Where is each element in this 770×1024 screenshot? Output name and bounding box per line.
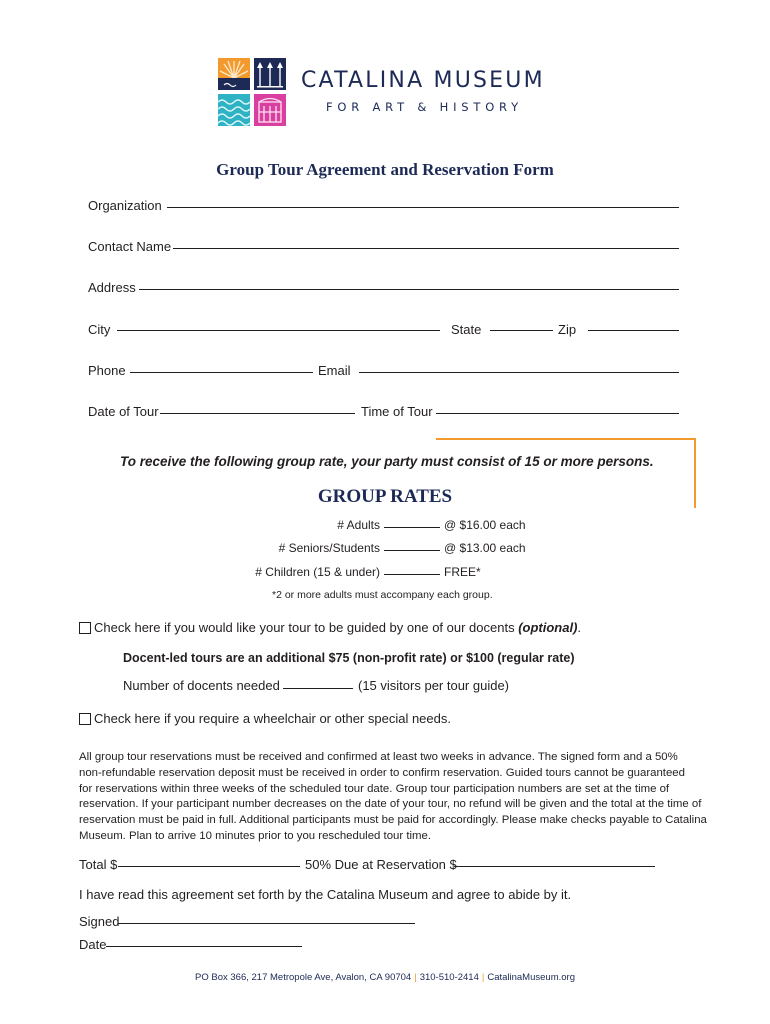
sunburst-icon — [218, 58, 250, 90]
email-field[interactable] — [359, 372, 679, 373]
docent-checkbox[interactable] — [79, 622, 91, 634]
docent-count-field[interactable] — [283, 688, 353, 689]
city-field[interactable] — [117, 330, 440, 331]
optional-label: (optional) — [518, 620, 578, 635]
footer-address: PO Box 366, 217 Metropole Ave, Avalon, CA 90704 — [195, 972, 412, 983]
brand-subtitle: FOR ART & HISTORY — [326, 100, 523, 114]
deposit-due-field[interactable] — [454, 866, 655, 867]
footer-website[interactable]: CatalinaMuseum.org — [487, 972, 575, 983]
children-label: # Children (15 & under) — [255, 565, 380, 579]
state-field[interactable] — [490, 330, 553, 331]
policy-line: Museum. Plan to arrive 10 minutes prior to you rescheduled tour time. — [79, 829, 432, 842]
total-field[interactable] — [118, 866, 300, 867]
group-rate-callout: To receive the following group rate, your party must consist of 15 or more persons. — [120, 454, 654, 469]
phone-label: Phone — [88, 363, 126, 378]
building-icon — [254, 94, 286, 126]
special-needs-label: Check here if you require a wheelchair or other special needs. — [94, 711, 451, 726]
date-of-tour-label: Date of Tour — [88, 404, 159, 419]
docent-count-hint: (15 visitors per tour guide) — [358, 678, 510, 693]
children-count-field[interactable] — [384, 574, 440, 575]
reservation-policy — [79, 750, 726, 845]
seniors-students-price: @ $13.00 each — [444, 541, 526, 555]
signature-date-field[interactable] — [106, 946, 302, 947]
address-field[interactable] — [139, 289, 679, 290]
footer-phone: 310-510-2414 — [419, 972, 479, 983]
adults-label: # Adults — [337, 518, 380, 532]
phone-field[interactable] — [130, 372, 313, 373]
docent-count-label: Number of docents needed — [123, 678, 280, 693]
agreement-statement: I have read this agreement set forth by the Catalina Museum and agree to abide by it. — [79, 887, 572, 902]
policy-line: non-refundable reservation deposit must be received in order to confirm reservation. Guided tours cannot be guaranteed — [79, 766, 685, 779]
state-label: State — [451, 322, 482, 337]
seniors-students-label: # Seniors/Students — [278, 541, 380, 555]
policy-line: reservation must be paid in full. Additional participants must be paid for accordingly. Please make checks payable to Catalina — [79, 814, 707, 827]
signature-field[interactable] — [118, 923, 415, 924]
policy-line: All group tour reservations must be received and confirmed at least two weeks in advance. The signed form and a 50% — [79, 751, 678, 763]
form-title: Group Tour Agreement and Reservation Form — [216, 160, 554, 179]
footer: PO Box 366, 217 Metropole Ave, Avalon, CA 90704 | 310-510-2414 | CatalinaMuseum.org — [195, 972, 575, 983]
waves-icon — [218, 94, 250, 126]
address-label: Address — [88, 280, 136, 295]
zip-field[interactable] — [588, 330, 679, 331]
seniors-students-count-field[interactable] — [384, 550, 440, 551]
total-label: Total $ — [79, 857, 118, 872]
docent-fee-note: Docent-led tours are an additional $75 (non-profit rate) or $100 (regular rate) — [123, 651, 575, 665]
adults-price: @ $16.00 each — [444, 518, 526, 532]
policy-line: for reservations within three weeks of the scheduled tour date. Group tour participation numbers are set at the time of — [79, 782, 670, 795]
time-of-tour-field[interactable] — [436, 413, 679, 414]
signed-label: Signed — [79, 914, 120, 929]
accent-line-top — [436, 438, 696, 440]
policy-line: reservation. If your participant number decreases on the date of your tour, no refund will be given and the total at the time of — [79, 798, 702, 811]
contact-name-label: Contact Name — [88, 239, 172, 254]
special-needs-checkbox[interactable] — [79, 713, 91, 725]
date-label: Date — [79, 937, 107, 952]
zip-label: Zip — [558, 322, 577, 337]
adults-requirement-note: *2 or more adults must accompany each group. — [272, 589, 493, 601]
children-price: FREE* — [444, 565, 481, 579]
city-label: City — [88, 322, 111, 337]
docent-check-label: Check here if you would like your tour to be guided by one of our docents (optional). — [94, 620, 582, 635]
date-of-tour-field[interactable] — [160, 413, 355, 414]
group-rates-title: GROUP RATES — [317, 486, 453, 507]
organization-label: Organization — [88, 198, 162, 213]
contact-name-field[interactable] — [173, 248, 679, 249]
museum-logo — [218, 58, 286, 126]
brand-name: CATALINA MUSEUM — [301, 68, 545, 93]
deposit-due-label: 50% Due at Reservation $ — [305, 857, 457, 872]
time-of-tour-label: Time of Tour — [361, 404, 433, 419]
palm-trees-icon — [254, 58, 286, 90]
adults-count-field[interactable] — [384, 527, 440, 528]
organization-field[interactable] — [167, 207, 679, 208]
email-label: Email — [318, 363, 351, 378]
